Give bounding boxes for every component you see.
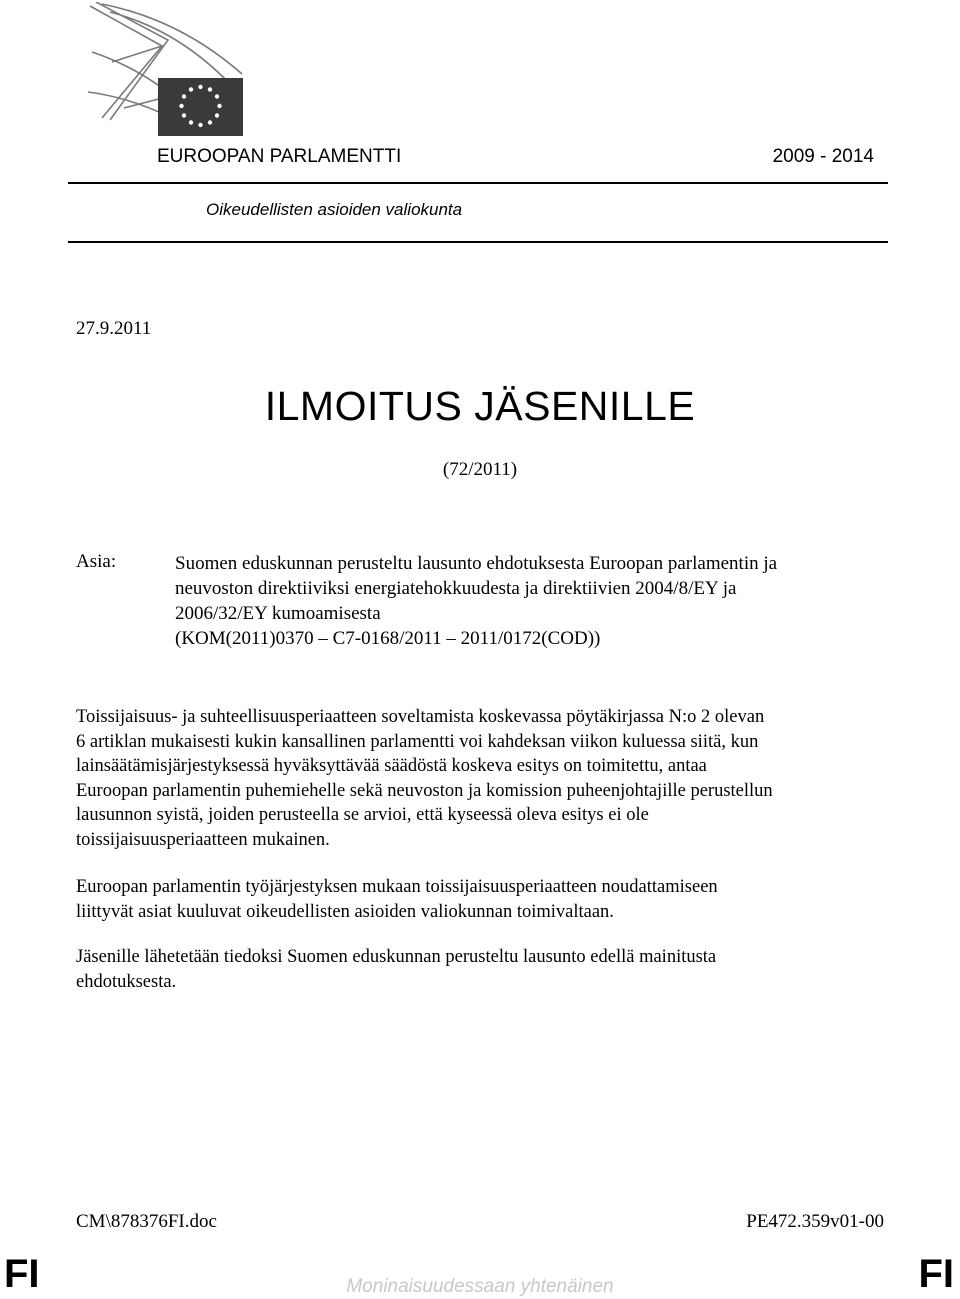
subject-line: neuvoston direktiiviksi energiatehokkuudesta ja direktiivien 2004/8/EY ja [175,578,737,599]
subject-line: Suomen eduskunnan perusteltu lausunto ehdotuksesta Euroopan parlamentin ja [175,553,778,574]
paragraph-line: toissijaisuusperiaatteen mukainen. [76,829,330,850]
subject-label: Asia: [76,551,117,572]
paragraph-line: Toissijaisuus- ja suhteellisuusperiaatteen soveltamista koskevassa pöytäkirjassa N:o 2 olevan [76,707,765,727]
header-divider-bottom [68,241,888,243]
pe-reference: PE472.359v01-00 [746,1211,884,1232]
paragraph-line: liittyvät asiat kuuluvat oikeudellisten asioiden valiokunnan toimivaltaan. [76,901,614,922]
committee-name: Oikeudellisten asioiden valiokunta [206,200,463,219]
subject-text [175,551,875,651]
paragraph-line: lainsäätämisjärjestyksessä hyväksyttävää säädöstä koskeva esitys on toimitettu, antaa [76,756,707,777]
paragraph-line: Euroopan parlamentin puhemiehelle sekä neuvoston ja komission puheenjohtajille perustellun [76,780,773,801]
parliamentary-term: 2009 - 2014 [772,146,874,167]
header-divider-top [68,182,888,184]
language-code-right: FI [918,1252,954,1296]
subject-line: (KOM(2011)0370 – C7-0168/2011 – 2011/0172(COD)) [175,628,601,649]
body-paragraph [76,875,884,924]
body-paragraph [76,945,884,994]
paragraph-line: lausunnon syistä, joiden perusteella se arvioi, että kyseessä oleva esitys ei ole [76,805,649,826]
document-date: 27.9.2011 [76,318,152,339]
paragraph-line: ehdotuksesta. [76,971,177,992]
subject-line: 2006/32/EY kumoamisesta [175,603,381,624]
paragraph-line: Jäsenille lähetetään tiedoksi Suomen eduskunnan perusteltu lausunto edellä mainitusta [76,947,717,967]
page-title: ILMOITUS JÄSENILLE [264,383,696,429]
document-number: (72/2011) [442,459,518,480]
body-paragraph [76,705,884,853]
institution-name: EUROOPAN PARLAMENTTI [157,146,402,167]
eu-motto: Moninaisuudessaan yhtenäinen [346,1276,614,1297]
european-parliament-logo-icon [82,2,250,138]
file-reference: CM\878376FI.doc [76,1211,217,1232]
paragraph-line: 6 artiklan mukaisesti kukin kansallinen parlamentti voi kahdeksan viikon kuluessa siitä, kun [76,731,759,752]
paragraph-line: Euroopan parlamentin työjärjestyksen mukaan toissijaisuusperiaatteen noudattamiseen [76,877,718,897]
language-code-left: FI [4,1252,40,1296]
